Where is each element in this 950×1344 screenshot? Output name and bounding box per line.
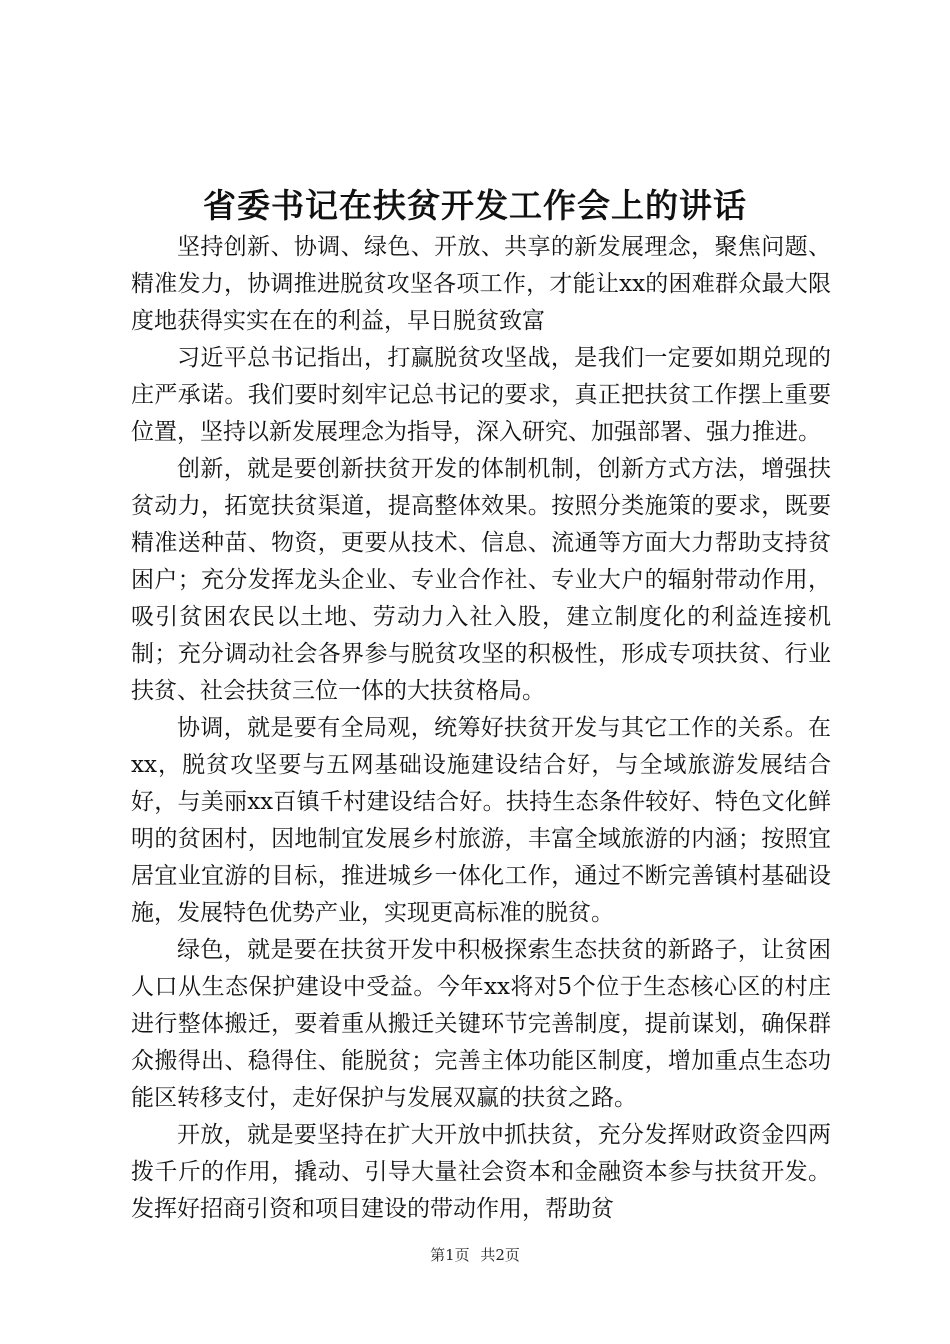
paragraph-4: 协调，就是要有全局观，统筹好扶贫开发与其它工作的关系。在xx，脱贫攻坚要与五网基础设施建设结合好，与全域旅游发展结合好，与美丽xx百镇千村建设结合好。扶持生态条件较好、特色文化鲜明的贫困村，因地制宜发展乡村旅游，丰富全域旅游的内涵；按照宜居宜业宜游的目标，推进城乡一体化工作，通过不断完善镇村基础设施，发展特色优势产业，实现更高标准的脱贫。 [131,715,831,926]
document-title: 省委书记在扶贫开发工作会上的讲话 [203,186,747,225]
page-footer [0,1245,950,1265]
paragraph-2: 习近平总书记指出，打赢脱贫攻坚战，是我们一定要如期兑现的庄严承诺。我们要时刻牢记总书记的要求，真正把扶贫工作摆上重要位置，坚持以新发展理念为指导，深入研究、加强部署、强力推进。 [131,345,831,445]
paragraph-1: 坚持创新、协调、绿色、开放、共享的新发展理念，聚焦问题、精准发力，协调推进脱贫攻坚各项工作，才能让xx的困难群众最大限度地获得实实在在的利益，早日脱贫致富 [131,234,831,334]
page-total: 共2页 [480,1246,520,1264]
paragraph-6: 开放，就是要坚持在扩大开放中抓扶贫，充分发挥财政资金四两拨千斤的作用，撬动、引导大量社会资本和金融资本参与扶贫开发。发挥好招商引资和项目建设的带动作用，帮助贫 [131,1122,831,1222]
paragraph-3: 创新，就是要创新扶贫开发的体制机制，创新方式方法，增强扶贫动力，拓宽扶贫渠道，提高整体效果。按照分类施策的要求，既要精准送种苗、物资，更要从技术、信息、流通等方面大力帮助支持贫困户；充分发挥龙头企业、专业合作社、专业大户的辐射带动作用，吸引贫困农民以土地、劳动力入社入股，建立制度化的利益连接机制；充分调动社会各界参与脱贫攻坚的积极性，形成专项扶贫、行业扶贫、社会扶贫三位一体的大扶贫格局。 [131,456,831,704]
page-number: 第1页 [430,1246,470,1264]
document-body [131,229,831,1228]
paragraph-5: 绿色，就是要在扶贫开发中积极探索生态扶贫的新路子，让贫困人口从生态保护建设中受益。今年xx将对5个位于生态核心区的村庄进行整体搬迁，要着重从搬迁关键环节完善制度，提前谋划，确保群众搬得出、稳得住、能脱贫；完善主体功能区制度，增加重点生态功能区转移支付，走好保护与发展双赢的扶贫之路。 [131,937,831,1111]
